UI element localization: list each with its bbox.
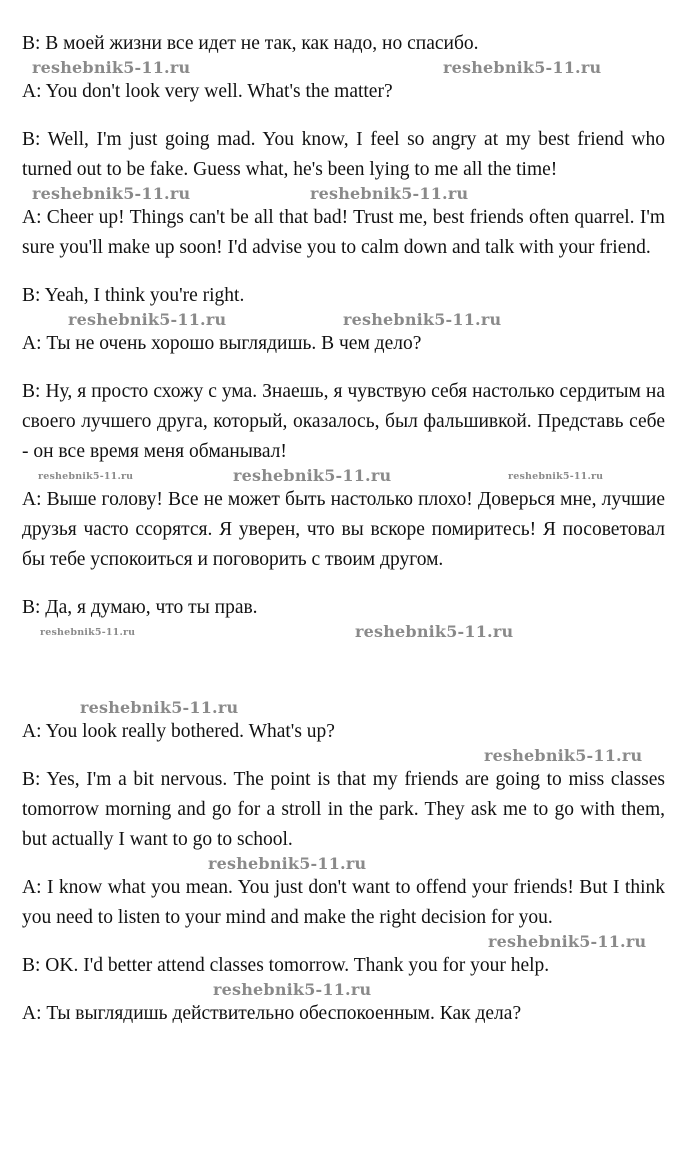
watermark-row (22, 933, 665, 951)
dialogue-line: A: Выше голову! Все не может быть настолько плохо! Доверься мне, лучшие друзья часто ссорятся. Я уверен, что вы вскоре помиритесь! Я посоветовал бы тебе успокоиться и поговорить с твоим другом. (22, 489, 665, 570)
dialogue-line: B: В моей жизни все идет не так, как надо, но спасибо. (22, 33, 479, 54)
watermark: reshebnik5-11.ru (233, 466, 392, 485)
watermark: reshebnik5-11.ru (443, 58, 602, 77)
watermark-row (22, 981, 665, 999)
watermark: reshebnik5-11.ru (208, 854, 367, 873)
watermark: reshebnik5-11.ru (68, 310, 227, 329)
dialogue-line: A: You don't look very well. What's the matter? (22, 81, 393, 102)
dialogue-line: A: I know what you mean. You just don't want to offend your friends! But I think you need to listen to your mind and make the right decision for you. (22, 877, 665, 928)
dialogue-line: A: Ты не очень хорошо выглядишь. В чем дело? (22, 333, 422, 354)
watermark: reshebnik5-11.ru (32, 184, 191, 203)
watermark: reshebnik5-11.ru (484, 746, 643, 765)
dialogue-line: B: Да, я думаю, что ты прав. (22, 597, 258, 618)
watermark: reshebnik5-11.ru (508, 471, 604, 482)
watermark-row (22, 311, 665, 329)
dialogue-line: B: Well, I'm just going mad. You know, I feel so angry at my best friend who turned out to be fake. Guess what, he's been lying to me all the time! (22, 129, 665, 180)
dialogue-line: B: Ну, я просто схожу с ума. Знаешь, я чувствую себя настолько сердитым на своего лучшего друга, который, оказалось, был фальшивкой. Представь себе - он все время меня обманывал! (22, 381, 665, 462)
dialogue-line: A: Cheer up! Things can't be all that bad! Trust me, best friends often quarrel. I'm sure you'll make up soon! I'd advise you to calm down and talk with your friend. (22, 207, 665, 258)
watermark-row (22, 59, 665, 77)
dialogue-line: A: Ты выглядишь действительно обеспокоенным. Как дела? (22, 1003, 522, 1024)
watermark-row (22, 623, 665, 641)
dialogue-line: B: Yes, I'm a bit nervous. The point is that my friends are going to miss classes tomorrow morning and go for a stroll in the park. They ask me to go with them, but actually I want to go to school. (22, 769, 665, 850)
dialogue-line: B: OK. I'd better attend classes tomorrow. Thank you for your help. (22, 955, 550, 976)
watermark-row (22, 855, 665, 873)
watermark-row (22, 699, 665, 717)
dialogue-line: B: Yeah, I think you're right. (22, 285, 245, 306)
watermark: reshebnik5-11.ru (80, 698, 239, 717)
watermark: reshebnik5-11.ru (40, 627, 136, 638)
watermark-row (22, 747, 665, 765)
watermark: reshebnik5-11.ru (32, 58, 191, 77)
watermark: reshebnik5-11.ru (213, 980, 372, 999)
watermark-row (22, 467, 665, 485)
watermark: reshebnik5-11.ru (343, 310, 502, 329)
watermark: reshebnik5-11.ru (38, 471, 134, 482)
dialogue-line: A: You look really bothered. What's up? (22, 721, 335, 742)
watermark: reshebnik5-11.ru (355, 622, 514, 641)
watermark-row (22, 185, 665, 203)
watermark: reshebnik5-11.ru (488, 932, 647, 951)
watermark: reshebnik5-11.ru (310, 184, 469, 203)
